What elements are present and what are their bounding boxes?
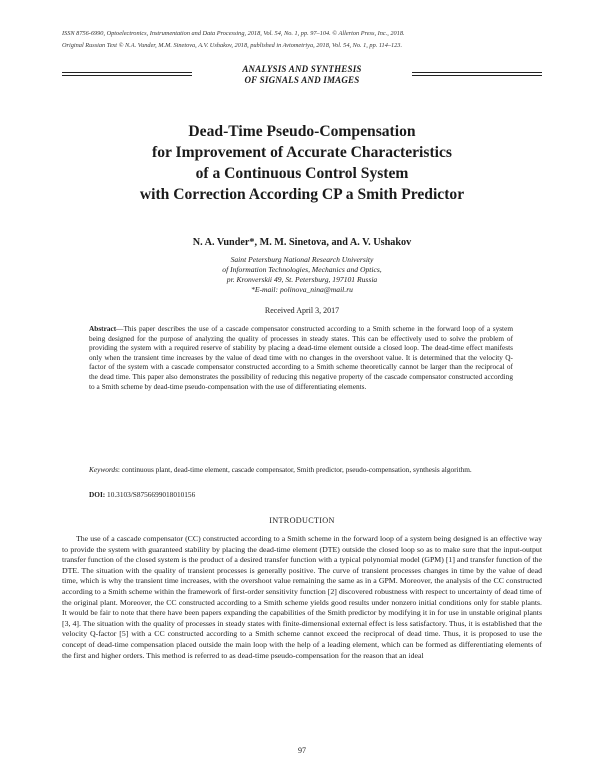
title-line-3: of a Continuous Control System (195, 165, 409, 182)
authors: N. A. Vunder*, M. M. Sinetova, and A. V. Ushakov (192, 237, 412, 248)
journal-header-line-2: Original Russian Text © N.A. Vunder, M.M. Sinetova, A.V. Ushakov, 2018, published in Avtometriya, 2018, Vol. 54, No. 1, pp. 114–123. (62, 42, 403, 49)
affiliation-email: *E-mail: polinova_nina@mail.ru (251, 285, 353, 294)
section-heading-introduction: INTRODUCTION (269, 516, 335, 525)
introduction-paragraph: The use of a cascade compensator (CC) constructed according to a Smith scheme in the forward loop of a system being designed is an effective way to provide the system with guaranteed stability by placing the dead-time element (DTE) outside the closed loop so as to make sure that the input-output transfer function of the closed system is the product of a desired transfer function with a typical polynomial model (GPM) [1] and transfer function of the DTE. The situation with the quality of transient processes is generally positive. The curve of transient processes changes in time by the value of dead time, which is why the transient time increases, with the overshoot value remaining the same as in a GPM. Moreover, the analysis of the CC constructed according to a Smith scheme within the framework of first-order sensitivity function [2] discovered robustness with respect to uncertainty of dead time of the original plant. Moreover, the CC constructed according to a Smith scheme yields good results under nonzero initial conditions only for stable plants. It would be fair to note that there have been papers expanding the capabilities of the Smith predictor by modifying it in for use in unstable original plants [3, 4]. The situation with the quality of processes in steady states with finite-dimensional external effect is less satisfactory. Thus, it is established that the velocity Q-factor [5] with a CC constructed according to a Smith scheme cannot exceed the reciprocal of dead time. Thus, it is proposed to use the concept of dead-time compensation placed outside the main loop with the help of a leading element, which can be formed as differentiating elements of the first and higher orders. This method is referred to as dead-time pseudo-compensation for the reason that an ideal (62, 534, 542, 660)
abstract-text: —This paper describes the use of a cascade compensator constructed according to a Smith scheme in the forward loop of a system being designed for the purpose of analyzing the quality of processes in steady states. This can be effectively used to solve the problem of providing the system with a required reserve of stability by placing a dead-time element outside a closed loop. The dead-time effect manifests only when the transient time increases by the value of dead time with no changes in the overshoot value. It is determined that the velocity Q-factor of the system with a cascade compensator constructed according to a Smith scheme theoretically cannot be larger than the reciprocal of the dead time. This paper also demonstrates the possibility of reducing this negative property of the cascade compensator constructed according to a Smith scheme by dead-time pseudo-compensation with the use of differentiating elements. (89, 324, 513, 391)
keywords-text: : continuous plant, dead-time element, cascade compensator, Smith predictor, pseudo-compensation, synthesis algorithm. (117, 465, 472, 474)
journal-header-line-1: ISSN 8756-6990, Optoelectronics, Instrumentation and Data Processing, 2018, Vol. 54, No. 1, pp. 97–104. © Allerton Press, Inc., 2018. (62, 30, 405, 37)
abstract (89, 324, 513, 391)
affiliation (62, 255, 542, 295)
section-title-line-2: OF SIGNALS AND IMAGES (244, 75, 360, 85)
affiliation-line-2: of Information Technologies, Mechanics and Optics, (222, 265, 382, 274)
title-line-4: with Correction According CP a Smith Predictor (139, 186, 465, 203)
keywords (89, 465, 513, 475)
abstract-label: Abstract (89, 324, 117, 333)
page-number: 97 (298, 746, 306, 755)
doi-label: DOI: (89, 490, 106, 499)
affiliation-line-1: Saint Petersburg National Research University (230, 255, 374, 264)
section-banner (62, 64, 542, 86)
section-rule-left (62, 72, 192, 76)
received-date: Received April 3, 2017 (264, 306, 340, 315)
title-line-2: for Improvement of Accurate Characteristics (152, 144, 452, 161)
doi (89, 490, 513, 499)
affiliation-line-3: pr. Kronverskii 49, St. Petersburg, 197101 Russia (226, 275, 378, 284)
section-title-line-1: ANALYSIS AND SYNTHESIS (242, 64, 362, 74)
paper-title (62, 121, 542, 205)
doi-value: 10.3103/S8756699018010156 (105, 490, 196, 499)
title-line-1: Dead-Time Pseudo-Compensation (188, 123, 416, 140)
section-rule-right (412, 72, 542, 76)
section-title (242, 64, 361, 86)
keywords-label: Keywords (89, 465, 118, 474)
